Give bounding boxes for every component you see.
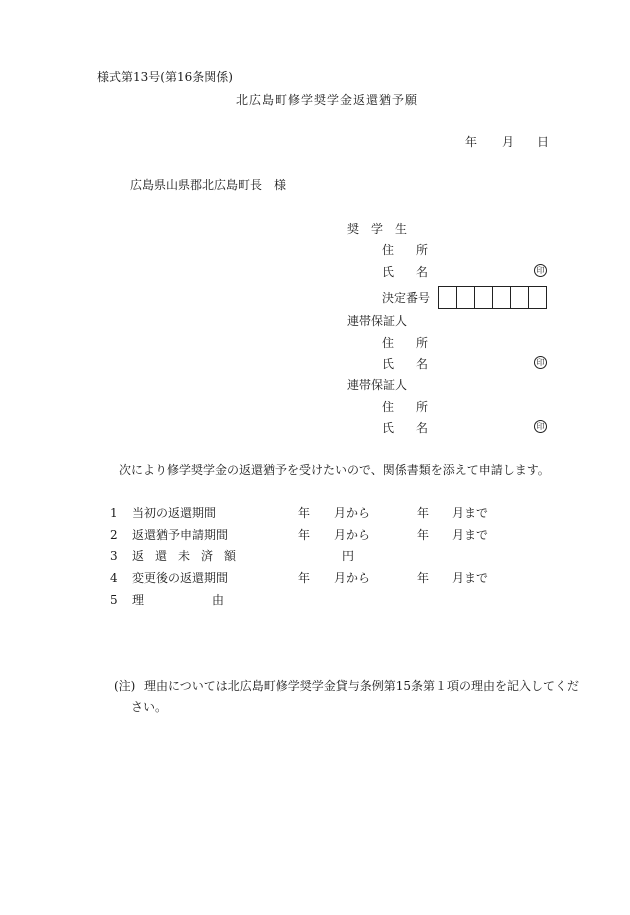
to-month: 月まで xyxy=(452,528,489,542)
label-char: 氏 xyxy=(382,421,395,435)
decision-digit-box[interactable] xyxy=(529,287,546,308)
label-char: 所 xyxy=(415,400,428,414)
decision-digit-box[interactable] xyxy=(457,287,475,308)
from-year: 年 xyxy=(298,571,311,585)
from-year: 年 xyxy=(298,506,311,520)
label-char: 理 xyxy=(132,593,145,607)
item-number: 2 xyxy=(110,528,118,542)
guarantor-2-address-label xyxy=(382,400,428,414)
applicant-heading: 奨 学 生 xyxy=(347,222,408,236)
to-month: 月まで xyxy=(452,506,489,520)
item-number: 1 xyxy=(110,506,118,520)
item-label: 返還猶予申請期間 xyxy=(132,528,229,542)
note-line-2: さい。 xyxy=(131,700,168,714)
item-label-reason xyxy=(132,593,224,607)
decision-number-label: 決定番号 xyxy=(382,291,431,305)
guarantor-1-name-label xyxy=(382,357,428,371)
guarantor-1-heading: 連帯保証人 xyxy=(347,314,408,328)
item-number: 5 xyxy=(110,593,118,607)
label-char: 所 xyxy=(415,336,428,350)
label-char: 住 xyxy=(382,400,395,414)
label-char: 名 xyxy=(415,357,428,371)
decision-digit-box[interactable] xyxy=(493,287,511,308)
decision-digit-box[interactable] xyxy=(439,287,457,308)
unit-yen: 円 xyxy=(342,549,355,563)
label-char: 名 xyxy=(415,421,428,435)
label-char: 由 xyxy=(211,593,224,607)
date-day: 日 xyxy=(537,135,550,149)
label-char: 氏 xyxy=(382,265,395,279)
item-label: 返還未済額 xyxy=(132,549,248,563)
item-label: 当初の返還期間 xyxy=(132,506,217,520)
guarantor-1-address-label xyxy=(382,336,428,350)
addressee: 広島県山県郡北広島町長 様 xyxy=(130,178,287,192)
note-prefix: (注) xyxy=(114,679,136,693)
guarantor-2-heading: 連帯保証人 xyxy=(347,378,408,392)
note-line-1: 理由については北広島町修学奨学金貸与条例第15条第１項の理由を記入してくだ xyxy=(144,679,580,693)
form-number: 様式第13号(第16条関係) xyxy=(97,70,233,84)
decision-number-boxes[interactable] xyxy=(438,286,547,309)
guarantor-2-name-label xyxy=(382,421,428,435)
label-char: 氏 xyxy=(382,357,395,371)
from-month: 月から xyxy=(334,506,371,520)
decision-digit-box[interactable] xyxy=(475,287,493,308)
seal-mark: 印 xyxy=(534,420,547,433)
date-month: 月 xyxy=(502,135,515,149)
from-month: 月から xyxy=(334,571,371,585)
applicant-name-label xyxy=(382,265,428,279)
to-year: 年 xyxy=(417,571,430,585)
to-year: 年 xyxy=(417,506,430,520)
seal-mark: 印 xyxy=(534,356,547,369)
to-year: 年 xyxy=(417,528,430,542)
item-number: 3 xyxy=(110,549,118,563)
form-title: 北広島町修学奨学金返還猶予願 xyxy=(236,93,419,107)
seal-mark: 印 xyxy=(534,264,547,277)
request-text: 次により修学奨学金の返還猶予を受けたいので、関係書類を添えて申請します。 xyxy=(119,463,550,477)
label-char: 住 xyxy=(382,243,395,257)
from-year: 年 xyxy=(298,528,311,542)
label-char: 住 xyxy=(382,336,395,350)
applicant-address-label xyxy=(382,243,428,257)
date-year: 年 xyxy=(465,135,478,149)
from-month: 月から xyxy=(334,528,371,542)
decision-digit-box[interactable] xyxy=(511,287,529,308)
label-char: 名 xyxy=(415,265,428,279)
item-number: 4 xyxy=(110,571,118,585)
to-month: 月まで xyxy=(452,571,489,585)
item-label: 変更後の返還期間 xyxy=(132,571,229,585)
label-char: 所 xyxy=(415,243,428,257)
